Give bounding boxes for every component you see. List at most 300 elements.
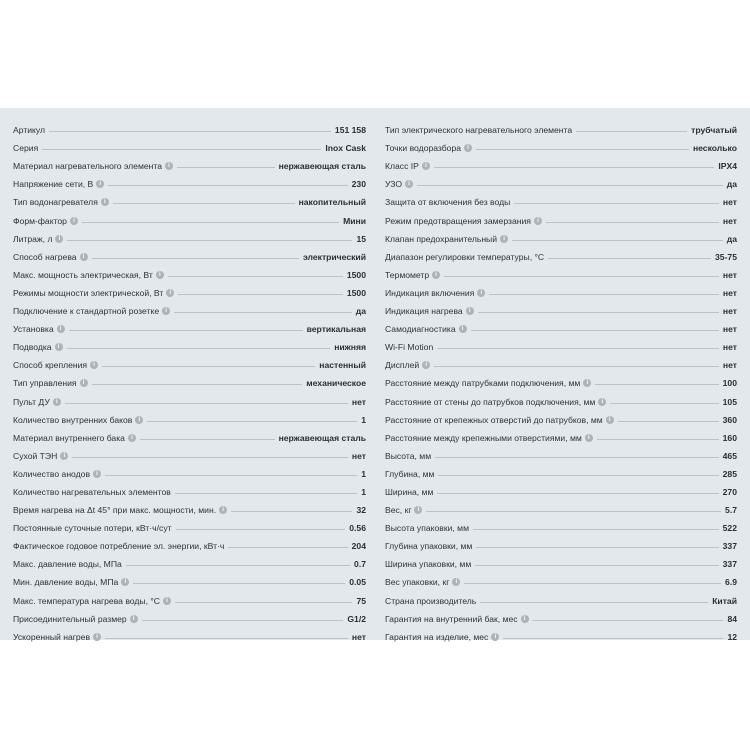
spec-value: 0.7 [354, 559, 366, 570]
leader-line [113, 202, 295, 204]
leader-line [65, 402, 348, 404]
spec-label-text: Установка [13, 324, 54, 335]
spec-row [13, 226, 366, 244]
leader-line [105, 474, 357, 476]
spec-label [385, 469, 434, 479]
info-icon[interactable]: i [156, 271, 164, 279]
leader-line [610, 402, 718, 404]
specs-column-left [13, 117, 366, 642]
leader-line [476, 546, 718, 548]
spec-label-text: Макс. температура нагрева воды, °С [13, 595, 160, 606]
info-icon[interactable]: i [165, 162, 173, 170]
spec-row [13, 587, 366, 605]
spec-value: 0.05 [349, 577, 366, 588]
spec-value: 1500 [346, 269, 366, 280]
spec-value: несколько [692, 143, 737, 154]
spec-label-text: Самодиагностика [385, 324, 456, 335]
spec-value: 337 [722, 559, 737, 570]
leader-line [105, 637, 348, 639]
spec-label [13, 614, 138, 624]
info-icon[interactable]: i [422, 162, 430, 170]
spec-value: да [355, 306, 366, 317]
spec-value: нет [351, 631, 366, 642]
info-icon[interactable]: i [459, 325, 467, 333]
spec-label [13, 397, 61, 407]
spec-row [13, 533, 366, 551]
spec-label [385, 378, 591, 388]
spec-label-text: Тип электрического нагревательного элемента [385, 125, 573, 136]
spec-label-text: Страна производитель [385, 595, 477, 606]
info-icon[interactable]: i [80, 379, 88, 387]
spec-label-text: Макс. мощность электрическая, Вт [13, 269, 153, 280]
leader-line [140, 438, 275, 440]
spec-value: 151 158 [334, 125, 366, 136]
spec-value: Мини [343, 215, 366, 226]
spec-row [385, 606, 737, 624]
spec-label [385, 632, 499, 642]
leader-line [67, 347, 331, 349]
info-icon[interactable]: i [466, 307, 474, 315]
spec-label-text: Фактическое годовое потребление эл. энергии, кВт·ч [13, 541, 225, 552]
spec-label [13, 415, 143, 425]
info-icon[interactable]: i [606, 416, 614, 424]
spec-label [13, 270, 164, 280]
leader-line [175, 601, 352, 603]
spec-row [385, 117, 737, 135]
leader-line [42, 148, 321, 150]
spec-label-text: Защита от включения без воды [385, 197, 511, 208]
leader-line [228, 546, 347, 548]
spec-value: 35-75 [715, 251, 737, 262]
spec-label-text: Сухой ТЭН [13, 450, 58, 461]
spec-label-text: Материал внутреннего бака [13, 432, 125, 443]
spec-label [13, 324, 65, 334]
leader-line [618, 420, 719, 422]
spec-label-text: Подводка [13, 342, 52, 353]
spec-label [13, 451, 68, 461]
spec-value: 337 [722, 541, 737, 552]
spec-label-text: Режим предотвращения замерзания [385, 215, 531, 226]
spec-label-text: Мин. давление воды, МПа [13, 577, 119, 588]
spec-label-text: Расстояние от крепежных отверстий до патрубков, мм [385, 414, 603, 425]
spec-label-text: Тип водонагревателя [13, 197, 98, 208]
spec-label [13, 523, 172, 533]
spec-value: нет [722, 269, 737, 280]
spec-value: нержавеющая сталь [278, 161, 366, 172]
spec-label [13, 487, 171, 497]
spec-row [385, 280, 737, 298]
spec-value: 230 [351, 179, 366, 190]
spec-row [13, 569, 366, 587]
spec-label-text: Подключение к стандартной розетке [13, 306, 160, 317]
info-icon[interactable]: i [70, 217, 78, 225]
leader-line [142, 619, 344, 621]
spec-label-text: Wi-Fi Motion [385, 342, 434, 353]
spec-label-text: Количество внутренних баков [13, 414, 133, 425]
spec-label [13, 161, 173, 171]
info-icon[interactable]: i [452, 578, 460, 586]
spec-row [385, 587, 737, 605]
spec-row [385, 316, 737, 334]
spec-label-text: Термометр [385, 269, 430, 280]
spec-value: электрический [302, 251, 366, 262]
spec-label [385, 197, 510, 207]
spec-row [13, 262, 366, 280]
spec-row [13, 515, 366, 533]
spec-row [13, 352, 366, 370]
leader-line [147, 420, 357, 422]
leader-line [426, 510, 721, 512]
spec-row [385, 226, 737, 244]
spec-row [13, 606, 366, 624]
spec-row [385, 334, 737, 352]
spec-row [385, 171, 737, 189]
leader-line [473, 528, 719, 530]
spec-label-text: Дисплей [385, 360, 420, 371]
spec-row [13, 388, 366, 406]
spec-row [385, 298, 737, 316]
spec-value: настенный [319, 360, 366, 371]
info-icon[interactable]: i [534, 217, 542, 225]
spec-label-text: Глубина, мм [385, 468, 435, 479]
leader-line [168, 275, 343, 277]
info-icon[interactable]: i [93, 633, 101, 641]
info-icon[interactable]: i [93, 470, 101, 478]
spec-value: 12 [727, 631, 737, 642]
info-icon[interactable]: i [53, 398, 61, 406]
spec-label-text: Артикул [13, 125, 46, 136]
spec-label-text: Серия [13, 143, 39, 154]
spec-value: Китай [712, 595, 737, 606]
spec-label [385, 342, 433, 352]
spec-label [13, 360, 98, 370]
spec-row [13, 624, 366, 642]
spec-value: да [726, 179, 737, 190]
spec-row [385, 569, 737, 587]
leader-line [514, 202, 719, 204]
spec-label-text: Вес, кг [385, 505, 412, 516]
spec-value: нет [351, 396, 366, 407]
spec-value: 84 [727, 613, 737, 624]
spec-label [13, 143, 38, 153]
spec-label-text: УЗО [385, 179, 403, 190]
info-icon[interactable]: i [500, 235, 508, 243]
spec-label [13, 505, 227, 515]
spec-label [385, 415, 614, 425]
spec-value: нет [722, 342, 737, 353]
leader-line [174, 311, 352, 313]
spec-label [385, 179, 413, 189]
leader-line [434, 166, 714, 168]
spec-row [13, 207, 366, 225]
info-icon[interactable]: i [491, 633, 499, 641]
spec-value: 75 [356, 595, 366, 606]
info-icon[interactable]: i [55, 343, 63, 351]
spec-value: 270 [722, 486, 737, 497]
spec-row [385, 407, 737, 425]
spec-label-text: Расстояние между патрубками подключения, мм [385, 378, 581, 389]
spec-row [13, 189, 366, 207]
spec-row [385, 425, 737, 443]
leader-line [597, 438, 719, 440]
spec-label [385, 614, 529, 624]
spec-row [13, 407, 366, 425]
leader-line [126, 564, 350, 566]
spec-value: механическое [306, 378, 366, 389]
spec-label-text: Ускоренный нагрев [13, 631, 91, 642]
spec-label [13, 234, 63, 244]
info-icon[interactable]: i [521, 615, 529, 623]
spec-value: G1/2 [347, 613, 366, 624]
spec-row [13, 316, 366, 334]
spec-value: 465 [722, 450, 737, 461]
spec-value: нет [722, 287, 737, 298]
spec-label [13, 342, 63, 352]
spec-label-text: Способ нагрева [13, 251, 77, 262]
leader-line [476, 148, 689, 150]
spec-row [385, 497, 737, 515]
leader-line [72, 456, 348, 458]
spec-row [385, 443, 737, 461]
spec-label [385, 559, 471, 569]
spec-row [385, 207, 737, 225]
spec-row [13, 425, 366, 443]
specs-column-right [385, 117, 737, 642]
spec-label [385, 125, 572, 135]
spec-row [385, 388, 737, 406]
spec-label-text: Расстояние от стены до патрубков подключения, мм [385, 396, 596, 407]
leader-line [480, 601, 708, 603]
spec-label-text: Высота упаковки, мм [385, 523, 469, 534]
spec-value: 15 [356, 233, 366, 244]
spec-row [13, 479, 366, 497]
info-icon[interactable]: i [598, 398, 606, 406]
leader-line [438, 474, 718, 476]
spec-row [13, 171, 366, 189]
spec-label [13, 378, 88, 388]
spec-row [385, 244, 737, 262]
info-icon[interactable]: i [219, 506, 227, 514]
spec-value: 1 [361, 468, 366, 479]
info-icon[interactable]: i [135, 416, 143, 424]
leader-line [231, 510, 352, 512]
spec-row [385, 533, 737, 551]
spec-value: вертикальная [306, 324, 366, 335]
spec-label-text: Тип управления [13, 378, 77, 389]
leader-line [489, 293, 719, 295]
spec-label-text: Пульт ДУ [13, 396, 50, 407]
leader-line [176, 528, 346, 530]
spec-label-text: Макс. давление воды, МПа [13, 559, 122, 570]
spec-row [385, 135, 737, 153]
spec-value: 360 [722, 414, 737, 425]
spec-value: 522 [722, 523, 737, 534]
info-icon[interactable]: i [583, 379, 591, 387]
spec-value: 160 [722, 432, 737, 443]
spec-label [385, 234, 508, 244]
spec-label-text: Ширина, мм [385, 486, 434, 497]
leader-line [444, 275, 719, 277]
spec-label [385, 306, 474, 316]
spec-label [385, 541, 472, 551]
spec-row [385, 479, 737, 497]
spec-label [13, 125, 45, 135]
info-icon[interactable]: i [130, 615, 138, 623]
leader-line [175, 492, 357, 494]
spec-value: нет [722, 360, 737, 371]
leader-line [67, 239, 352, 241]
spec-label-text: Материал нагревательного элемента [13, 161, 163, 172]
spec-label [385, 216, 542, 226]
leader-line [177, 166, 275, 168]
spec-value: нет [722, 306, 737, 317]
spec-label [13, 306, 170, 316]
spec-value: накопительный [298, 197, 366, 208]
leader-line [133, 582, 345, 584]
spec-label-text: Класс IP [385, 161, 419, 172]
info-icon[interactable]: i [101, 198, 109, 206]
spec-value: 32 [356, 505, 366, 516]
spec-row [385, 515, 737, 533]
spec-label [13, 433, 136, 443]
spec-label [13, 632, 101, 642]
spec-label [385, 324, 467, 334]
spec-label [385, 505, 422, 515]
spec-label-text: Точки водоразбора [385, 143, 462, 154]
info-icon[interactable]: i [477, 289, 485, 297]
spec-row [13, 280, 366, 298]
spec-row [13, 461, 366, 479]
info-icon[interactable]: i [55, 235, 63, 243]
leader-line [546, 221, 719, 223]
leader-line [512, 239, 723, 241]
spec-row [13, 153, 366, 171]
spec-row [385, 551, 737, 569]
info-icon[interactable]: i [464, 144, 472, 152]
spec-label [13, 252, 88, 262]
spec-row [13, 551, 366, 569]
spec-label-text: Способ крепления [13, 360, 88, 371]
spec-label-text: Режимы мощности электрической, Вт [13, 287, 164, 298]
spec-label [385, 360, 430, 370]
spec-row [385, 624, 737, 642]
info-icon[interactable]: i [60, 452, 68, 460]
info-icon[interactable]: i [121, 578, 129, 586]
spec-value: да [726, 233, 737, 244]
info-icon[interactable]: i [96, 180, 104, 188]
spec-label-text: Ширина упаковки, мм [385, 559, 472, 570]
spec-value: трубчатый [691, 125, 737, 136]
spec-label-text: Расстояние между крепежными отверстиями, мм [385, 432, 582, 443]
leader-line [417, 184, 723, 186]
leader-line [478, 311, 719, 313]
leader-line [82, 221, 339, 223]
info-icon[interactable]: i [128, 434, 136, 442]
spec-row [385, 370, 737, 388]
spec-label [385, 288, 485, 298]
info-icon[interactable]: i [162, 307, 170, 315]
spec-value: 0.56 [349, 523, 366, 534]
spec-label [13, 216, 78, 226]
leader-line [108, 184, 347, 186]
spec-value: IPX4 [718, 161, 737, 172]
spec-value: нержавеющая сталь [278, 432, 366, 443]
spec-label-text: Литраж, л [13, 233, 53, 244]
leader-line [595, 383, 718, 385]
spec-label [385, 487, 433, 497]
info-icon[interactable]: i [422, 361, 430, 369]
info-icon[interactable]: i [90, 361, 98, 369]
spec-label [385, 270, 440, 280]
spec-value: 6.9 [725, 577, 737, 588]
info-icon[interactable]: i [585, 434, 593, 442]
spec-label [385, 577, 460, 587]
spec-row [13, 135, 366, 153]
spec-label [13, 179, 104, 189]
spec-value: 1 [361, 486, 366, 497]
spec-row [13, 443, 366, 461]
leader-line [434, 365, 719, 367]
info-icon[interactable]: i [414, 506, 422, 514]
spec-label [13, 596, 171, 606]
spec-value: нет [351, 450, 366, 461]
leader-line [464, 582, 721, 584]
info-icon[interactable]: i [432, 271, 440, 279]
info-icon[interactable]: i [166, 289, 174, 297]
info-icon[interactable]: i [163, 597, 171, 605]
spec-row [13, 497, 366, 515]
specs-panel [0, 108, 750, 640]
leader-line [435, 456, 719, 458]
spec-row [13, 298, 366, 316]
spec-label [385, 523, 469, 533]
spec-row [385, 352, 737, 370]
spec-row [385, 262, 737, 280]
leader-line [92, 383, 303, 385]
leader-line [92, 257, 299, 259]
spec-row [385, 189, 737, 207]
spec-value: 105 [722, 396, 737, 407]
info-icon[interactable]: i [405, 180, 413, 188]
spec-value: нет [722, 197, 737, 208]
spec-label [385, 397, 606, 407]
spec-value: нет [722, 324, 737, 335]
spec-row [13, 244, 366, 262]
spec-label-text: Индикация включения [385, 287, 475, 298]
leader-line [475, 564, 718, 566]
spec-label-text: Глубина упаковки, мм [385, 541, 473, 552]
spec-value: 5.7 [725, 505, 737, 516]
spec-label-text: Количество анодов [13, 468, 91, 479]
spec-label [385, 596, 476, 606]
info-icon[interactable]: i [80, 253, 88, 261]
spec-label-text: Гарантия на внутренний бак, мес [385, 613, 518, 624]
spec-row [385, 153, 737, 171]
spec-label [13, 559, 122, 569]
spec-label [13, 288, 174, 298]
spec-row [385, 461, 737, 479]
leader-line [49, 130, 331, 132]
leader-line [178, 293, 343, 295]
spec-label [13, 541, 224, 551]
info-icon[interactable]: i [57, 325, 65, 333]
leader-line [548, 257, 711, 259]
spec-value: нет [722, 215, 737, 226]
spec-value: 1500 [346, 287, 366, 298]
spec-label-text: Клапан предохранительный [385, 233, 498, 244]
leader-line [471, 329, 719, 331]
spec-label [13, 577, 129, 587]
